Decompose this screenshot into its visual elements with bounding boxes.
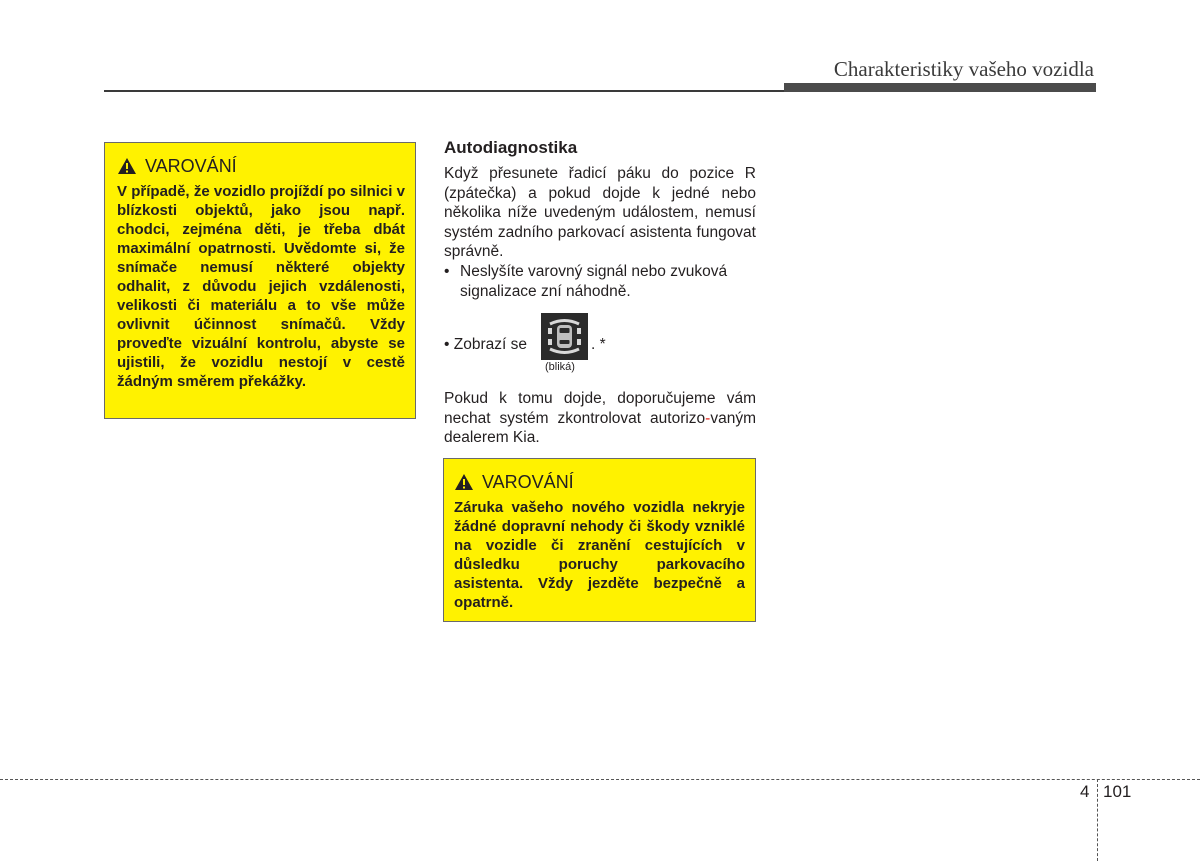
section-autodiagnostika xyxy=(444,137,756,159)
page-section-number: 4 xyxy=(1080,782,1090,801)
warning-box-proximity xyxy=(104,142,416,419)
footer-divider xyxy=(0,779,1200,780)
list-item-display-prefix: • Zobrazí se xyxy=(444,336,527,353)
warning-box-warranty xyxy=(443,458,756,622)
header-rule-accent xyxy=(784,83,1096,92)
warning-title-label: VAROVÁNÍ xyxy=(145,155,237,176)
footer-divider-vertical xyxy=(1097,779,1098,861)
section-heading: Autodiagnostika xyxy=(444,138,578,157)
header-rule xyxy=(104,90,784,92)
warning-title xyxy=(117,155,405,177)
warning-title xyxy=(454,471,745,493)
warning-triangle-icon xyxy=(117,157,137,175)
warning-text: V případě, že vozidlo projíždí po silnici v blízkosti objektů, jako jsou např. chodci, zejména děti, je třeba dbát maximální opatrnosti. Uvědomte si, že snímače nemusí některé objekty odhalit, z důvodu jejich vzdálenosti, velikosti či materiálu a to vše může ovlivnit účinnost snímačů. Vždy proveďte vizuální kontrolu, abyste se ujistili, že vozidlu nestojí v cestě žádným směrem překážky. xyxy=(117,183,405,390)
outro-text-end: vaným dealerem Kia. xyxy=(444,409,756,446)
outro-hyphen: - xyxy=(705,409,711,427)
page-header-title: Charakteristiky vašeho vozidla xyxy=(833,57,1094,81)
list-item-text: Neslyšíte varovný signál nebo zvuková signalizace zní náhodně. xyxy=(460,263,728,300)
warning-triangle-icon xyxy=(454,473,474,491)
paragraph-outro xyxy=(444,389,756,448)
outro-text: Pokud k tomu dojde, doporučujeme vám nechat systém zkontrolovat autorizo xyxy=(444,390,756,427)
display-icon-caption: (bliká) xyxy=(545,361,575,373)
warning-text: Záruka vašeho nového vozidla nekryje žádné dopravní nehody či škody vzniklé na vozidle či zranění cestujících v důsledku poruchy parkovacího asistenta. Vždy jezděte bezpečně a opatrně. xyxy=(454,499,745,611)
parking-sensor-display-icon xyxy=(541,313,588,360)
warning-title-label: VAROVÁNÍ xyxy=(482,471,574,492)
bullet-dot: • xyxy=(444,263,450,280)
list-item-display-suffix: . * xyxy=(591,336,606,353)
paragraph-intro: Když přesunete řadicí páku do pozice R (zpátečka) a pokud dojde k jedné nebo několika níže uvedeným událostem, nemusí systém zadního parkovací asistenta fungovat správně. xyxy=(444,165,756,260)
page-number: 101 xyxy=(1103,782,1132,801)
list-item xyxy=(444,262,756,301)
